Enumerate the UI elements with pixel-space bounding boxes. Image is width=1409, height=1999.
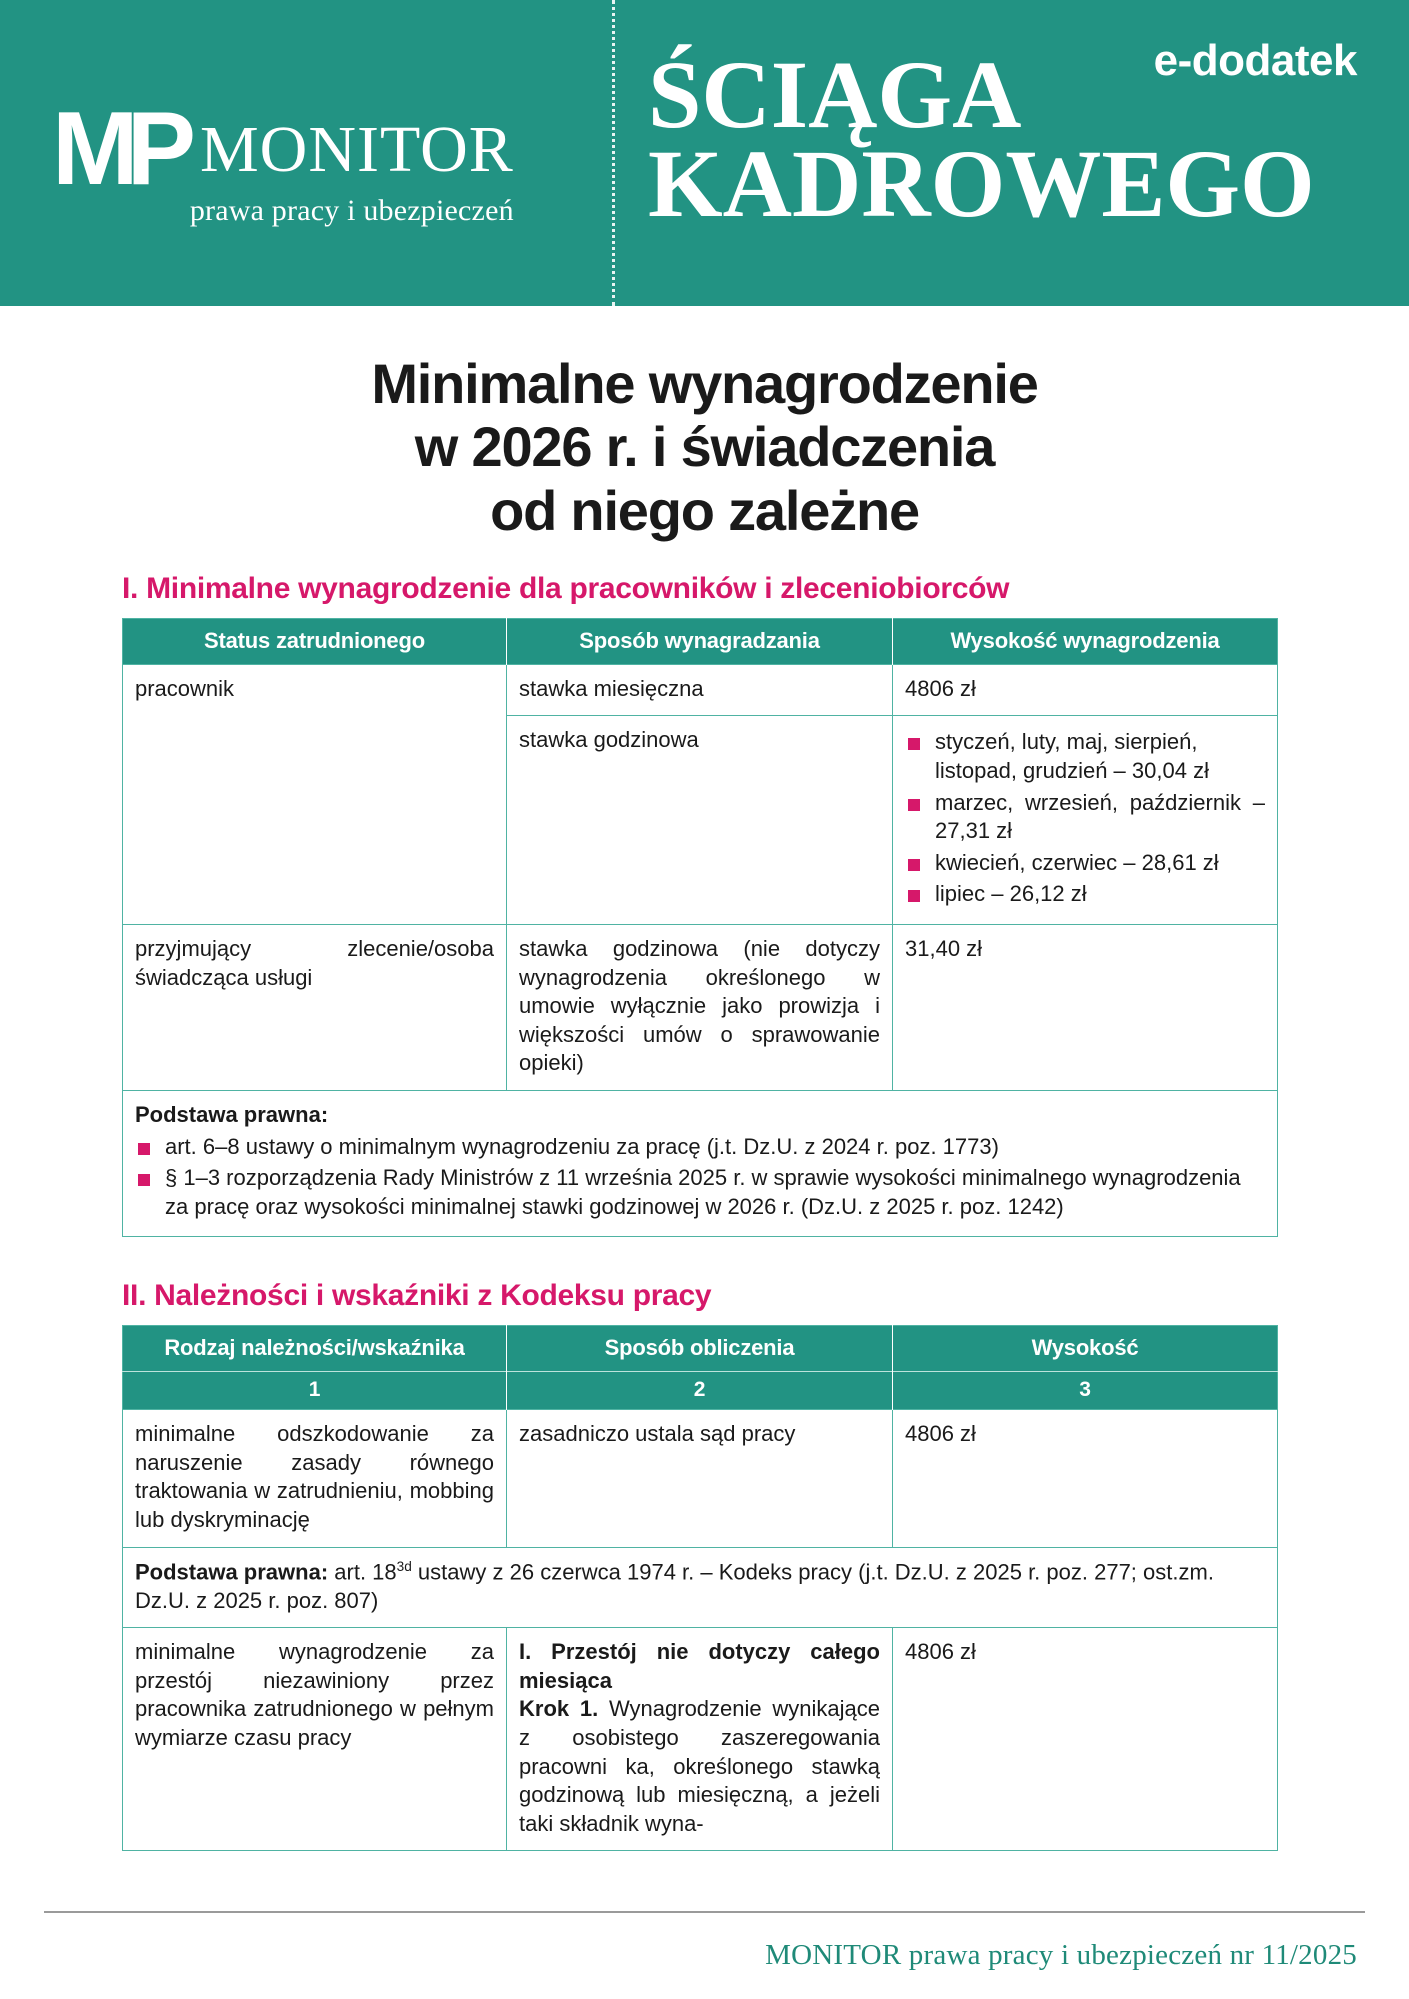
page-title-line1: Minimalne wynagrodzenie bbox=[371, 352, 1038, 415]
cell-status-pracownik: pracownik bbox=[123, 664, 507, 924]
cell-calculation-sad-pracy: zasadniczo ustala sąd pracy bbox=[507, 1410, 893, 1547]
cell-method-zlecenie: stawka godzinowa (nie dotyczy wynagrodzenia określonego w umowie wyłącznie jako prowizja i większości umów o sprawowanie opieki) bbox=[507, 924, 893, 1090]
column-number-1: 1 bbox=[123, 1372, 507, 1410]
column-header-calculation: Sposób obliczenia bbox=[507, 1326, 893, 1372]
cell-amount-zlecenie: 31,40 zł bbox=[893, 924, 1278, 1090]
mp-monogram-icon: MP bbox=[52, 90, 184, 207]
brand-logo-area bbox=[0, 0, 612, 306]
list-item: styczeń, luty, maj, sierpień, listopad, grudzień – 30,04 zł bbox=[905, 728, 1265, 785]
cell-amount-hourly-list bbox=[893, 716, 1278, 925]
document-body bbox=[0, 352, 1409, 1851]
legal-basis-text-a: art. 18 bbox=[328, 1559, 397, 1584]
table-row bbox=[123, 664, 1278, 716]
table-row bbox=[123, 1628, 1278, 1851]
monitor-tagline: prawa pracy i ubezpieczeń bbox=[189, 194, 514, 227]
calculation-step-text: Wynagrodzenie wynikające z osobistego zaszeregowania pracowni ka, określonego stawką godzinową lub miesięczną, a jeżeli taki składnik wyna- bbox=[519, 1696, 880, 1836]
table-row bbox=[123, 924, 1278, 1090]
cell-legal-basis-1 bbox=[123, 1090, 1278, 1236]
column-number-3: 3 bbox=[893, 1372, 1278, 1410]
cell-kind-przestoj: minimalne wynagrodzenie za przestój niezawiniony przez pracownika zatrudnionego w pełnym wymiarze czasu pracy bbox=[123, 1628, 507, 1851]
calculation-step-label: Krok 1. bbox=[519, 1696, 599, 1722]
list-item: lipiec – 26,12 zł bbox=[905, 880, 1265, 909]
monitor-wordmark: MONITOR bbox=[200, 112, 514, 186]
series-title-area bbox=[612, 0, 1409, 306]
column-header-method: Sposób wynagradzania bbox=[507, 618, 893, 664]
cell-legal-basis-2 bbox=[123, 1547, 1278, 1628]
column-header-status: Status zatrudnionego bbox=[123, 618, 507, 664]
section-1-table bbox=[122, 618, 1278, 1238]
legal-basis-list bbox=[135, 1133, 1265, 1222]
legal-basis-title: Podstawa prawna: bbox=[135, 1101, 329, 1127]
column-header-amount: Wysokość wynagrodzenia bbox=[893, 618, 1278, 664]
legal-basis-label: Podstawa prawna: bbox=[135, 1559, 329, 1584]
cell-status-zleceniobiorca: przyjmujący zlecenie/osoba świadcząca usługi bbox=[123, 924, 507, 1090]
list-item: kwiecień, czerwiec – 28,61 zł bbox=[905, 849, 1265, 878]
list-item: § 1–3 rozporządzenia Rady Ministrów z 11 września 2025 r. w sprawie wysokości minimalnego wynagrodzenia za pracę oraz wysokości minimalnej stawki godzinowej w 2026 r. (Dz.U. z 2025 r. poz. 1242) bbox=[135, 1164, 1265, 1221]
calculation-subheading: I. Przestój nie dotyczy całego miesiąca bbox=[519, 1639, 880, 1693]
page-footer bbox=[0, 1911, 1409, 1999]
series-title bbox=[648, 41, 1315, 238]
page-title bbox=[120, 352, 1289, 542]
section-1-heading: I. Minimalne wynagrodzenie dla pracowników i zleceniobiorców bbox=[122, 571, 1010, 605]
legal-basis-superscript: 3d bbox=[396, 1558, 412, 1574]
cell-value-odszkodowanie: 4806 zł bbox=[893, 1410, 1278, 1547]
legal-basis-row bbox=[123, 1090, 1278, 1236]
e-dodatek-badge: e-dodatek bbox=[1153, 36, 1357, 85]
list-item: art. 6–8 ustawy o minimalnym wynagrodzeniu za pracę (j.t. Dz.U. z 2024 r. poz. 1773) bbox=[135, 1133, 1265, 1162]
column-header-value: Wysokość bbox=[893, 1326, 1278, 1372]
column-header-kind: Rodzaj należności/wskaźnika bbox=[123, 1326, 507, 1372]
cell-calculation-przestoj bbox=[507, 1628, 893, 1851]
page-title-line2: w 2026 r. i świadczenia bbox=[414, 415, 995, 479]
page-title-line3: od niego zależne bbox=[490, 478, 919, 542]
table-row bbox=[123, 1410, 1278, 1547]
table-header-row bbox=[123, 1326, 1278, 1372]
table-number-row bbox=[123, 1372, 1278, 1410]
list-item: marzec, wrzesień, październik – 27,31 zł bbox=[905, 789, 1265, 846]
series-title-line2: KADROWEGO bbox=[648, 130, 1315, 238]
cell-method-hourly: stawka godzinowa bbox=[507, 716, 893, 925]
section-2-heading: II. Należności i wskaźniki z Kodeksu pracy bbox=[122, 1279, 712, 1313]
calculation-step bbox=[519, 1695, 880, 1838]
section-2-table bbox=[122, 1325, 1278, 1851]
page-header-banner bbox=[0, 0, 1409, 306]
cell-amount-monthly: 4806 zł bbox=[893, 664, 1278, 716]
hourly-rates-list bbox=[905, 728, 1265, 909]
column-number-2: 2 bbox=[507, 1372, 893, 1410]
cell-method-monthly: stawka miesięczna bbox=[507, 664, 893, 716]
legal-basis-row bbox=[123, 1547, 1278, 1628]
footer-publication-info: MONITOR prawa pracy i ubezpieczeń nr 11/2025 bbox=[765, 1939, 1357, 1971]
table-header-row bbox=[123, 618, 1278, 664]
monitor-logo bbox=[52, 90, 514, 228]
legal-basis-text-b: ustawy z 26 czerwca 1974 r. – Kodeks pracy (j.t. Dz.U. z 2025 r. poz. 277; ost.zm. Dz.U. z 2025 r. poz. 807) bbox=[135, 1559, 1214, 1613]
cell-value-przestoj: 4806 zł bbox=[893, 1628, 1278, 1851]
series-title-line1: ŚCIĄGA bbox=[648, 41, 1022, 148]
cell-kind-odszkodowanie: minimalne odszkodowanie za naruszenie zasady równego traktowania w zatrudnieniu, mobbing lub dyskryminację bbox=[123, 1410, 507, 1547]
